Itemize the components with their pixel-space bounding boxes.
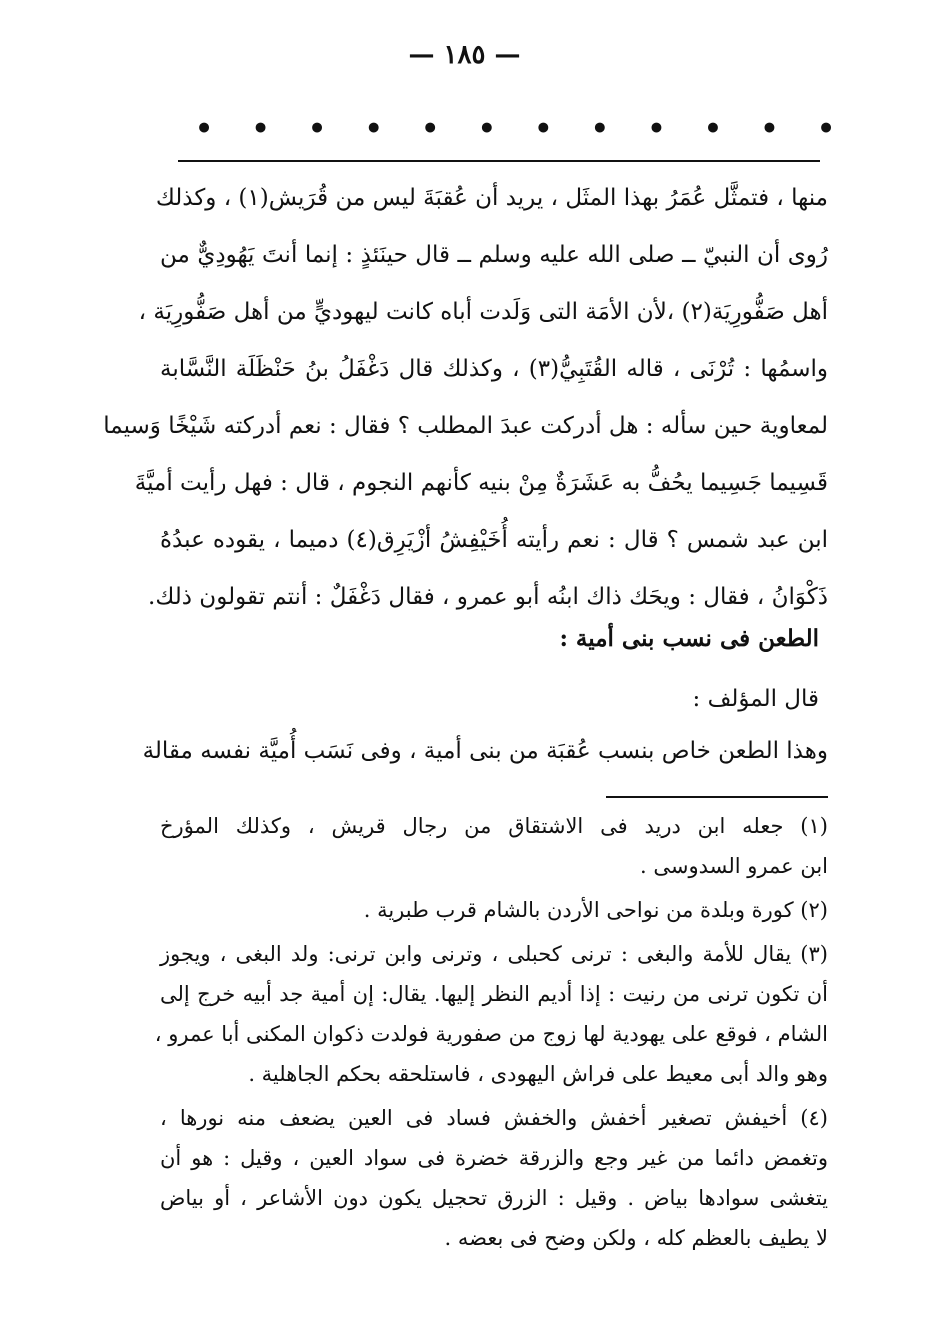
text-line: ابن عبد شمس ؟ قال : نعم رأيته أُخَيْفِشُ أزْيَرِق(٤) دميما ، يقوده عبدُهُ	[160, 527, 828, 553]
footnote-line: وهو والد أبى معيط على فراش اليهودى ، فاستلحقه بحكم الجاهلية .	[248, 1062, 828, 1086]
ornament-dot: •	[704, 112, 722, 145]
ornament-dot: •	[760, 112, 779, 145]
footnote-line: وتغمض دائما من غير وجع والزرقة خضرة فى سواد العين ، وقيل : هو أن	[160, 1146, 828, 1170]
ornament-dot: •	[534, 112, 553, 145]
ornament-dot: •	[817, 112, 835, 145]
ornament-dot: •	[590, 112, 609, 145]
page-number: — ١٨٥ —	[408, 40, 521, 70]
main-paragraph	[103, 170, 829, 626]
ornament-dots-row	[195, 112, 835, 145]
ornament-dot: •	[195, 112, 213, 145]
text-line: قَسِيما جَسِيما يحُفُّ به عَشَرَةٌ مِنْ بنيه كأنهم النجوم ، قال : فهل رأيت أميَّةَ	[134, 470, 828, 496]
footnote-line: (١) جعله ابن دريد فى الاشتقاق من رجال قريش ، وكذلك المؤرخ	[160, 814, 828, 838]
section-heading: الطعن فى نسب بنى أمية :	[559, 625, 819, 652]
footnote-line: (٢) كورة وبلدة من نواحى الأردن بالشام قرب طبرية .	[363, 898, 828, 922]
author-label: قال المؤلف :	[692, 686, 819, 712]
top-divider	[178, 160, 820, 162]
footnote-4	[160, 1098, 828, 1258]
footnote-2	[160, 890, 828, 930]
footnote-line: يتغشى سوادها بياض . وقيل : الزرق تحجيل يكون دون الأشاعر ، أو بياض	[160, 1186, 828, 1210]
footnote-line: (٣) يقال للأمة والبغى : ترنى كحبلى ، وترنى وابن ترنى: ولد البغى ، ويجوز	[160, 942, 828, 966]
text-line: منها ، فتمثَّل عُمَرُ بهذا المثَل ، يريد أن عُقبَةَ ليس من قُرَيش(١) ، وكذلك	[155, 185, 828, 211]
closing-line: وهذا الطعن خاص بنسب عُقبَة من بنى أمية ، وفى نَسَب أُميَّة نفسه مقالة	[142, 738, 828, 764]
footnote-line: أن تكون ترنى من رنيت : إذا أديم النظر إليها. يقال: إن أمية جد أبيه خرج إلى	[160, 982, 828, 1006]
footnote-line: لا يطيف بالعظم كله ، ولكن وضح فى بعضه .	[444, 1226, 828, 1250]
footnote-line: (٤) أخيفش تصغير أخفش والخفش فساد فى العين يضعف منه نورها ،	[160, 1106, 828, 1130]
footnote-1	[160, 806, 828, 886]
ornament-dot: •	[647, 112, 666, 145]
text-line: أهل صَفُّورِيَة(٢) ،لأن الأمَة التى وَلَدت أباه كانت ليهوديٍّ من أهل صَفُّورِيَة ،	[138, 299, 828, 325]
text-line: رُوى أن النبيّ ــ صلى الله عليه وسلم ــ قال حينَئذٍ : إنما أنتَ يَهُودِيٌّ من	[160, 242, 828, 268]
text-line: ذَكْوَانُ ، فقال : ويحَك ذاك ابنُه أبو عمرو ، فقال دَغْفَلٌ : أنتم تقولون ذلك.	[148, 584, 828, 610]
ornament-dot: •	[308, 112, 327, 145]
ornament-dot: •	[477, 112, 496, 145]
footnote-line: الشام ، فوقع على يهودية لها زوج من صفورية فولدت ذكوان المكنى أبا عمرو ،	[154, 1022, 828, 1046]
footnotes	[154, 806, 828, 1262]
footnote-divider	[606, 796, 828, 798]
footnote-3	[154, 934, 828, 1094]
ornament-dot: •	[364, 112, 383, 145]
text-line: لمعاوية حين سأله : هل أدركت عبدَ المطلب ؟ فقال : نعم أدركته شَيْخًا وَسيما	[103, 413, 828, 439]
ornament-dot: •	[421, 112, 440, 145]
text-line: واسمُها : تُرْنَى ، قاله القُتَبِيُّ(٣) ، وكذلك قال دَغْفَلُ بنُ حَنْظَلَة النَّسَّابة	[160, 356, 829, 382]
ornament-dot: •	[251, 112, 270, 145]
footnote-line: ابن عمرو السدوسى .	[640, 854, 828, 878]
